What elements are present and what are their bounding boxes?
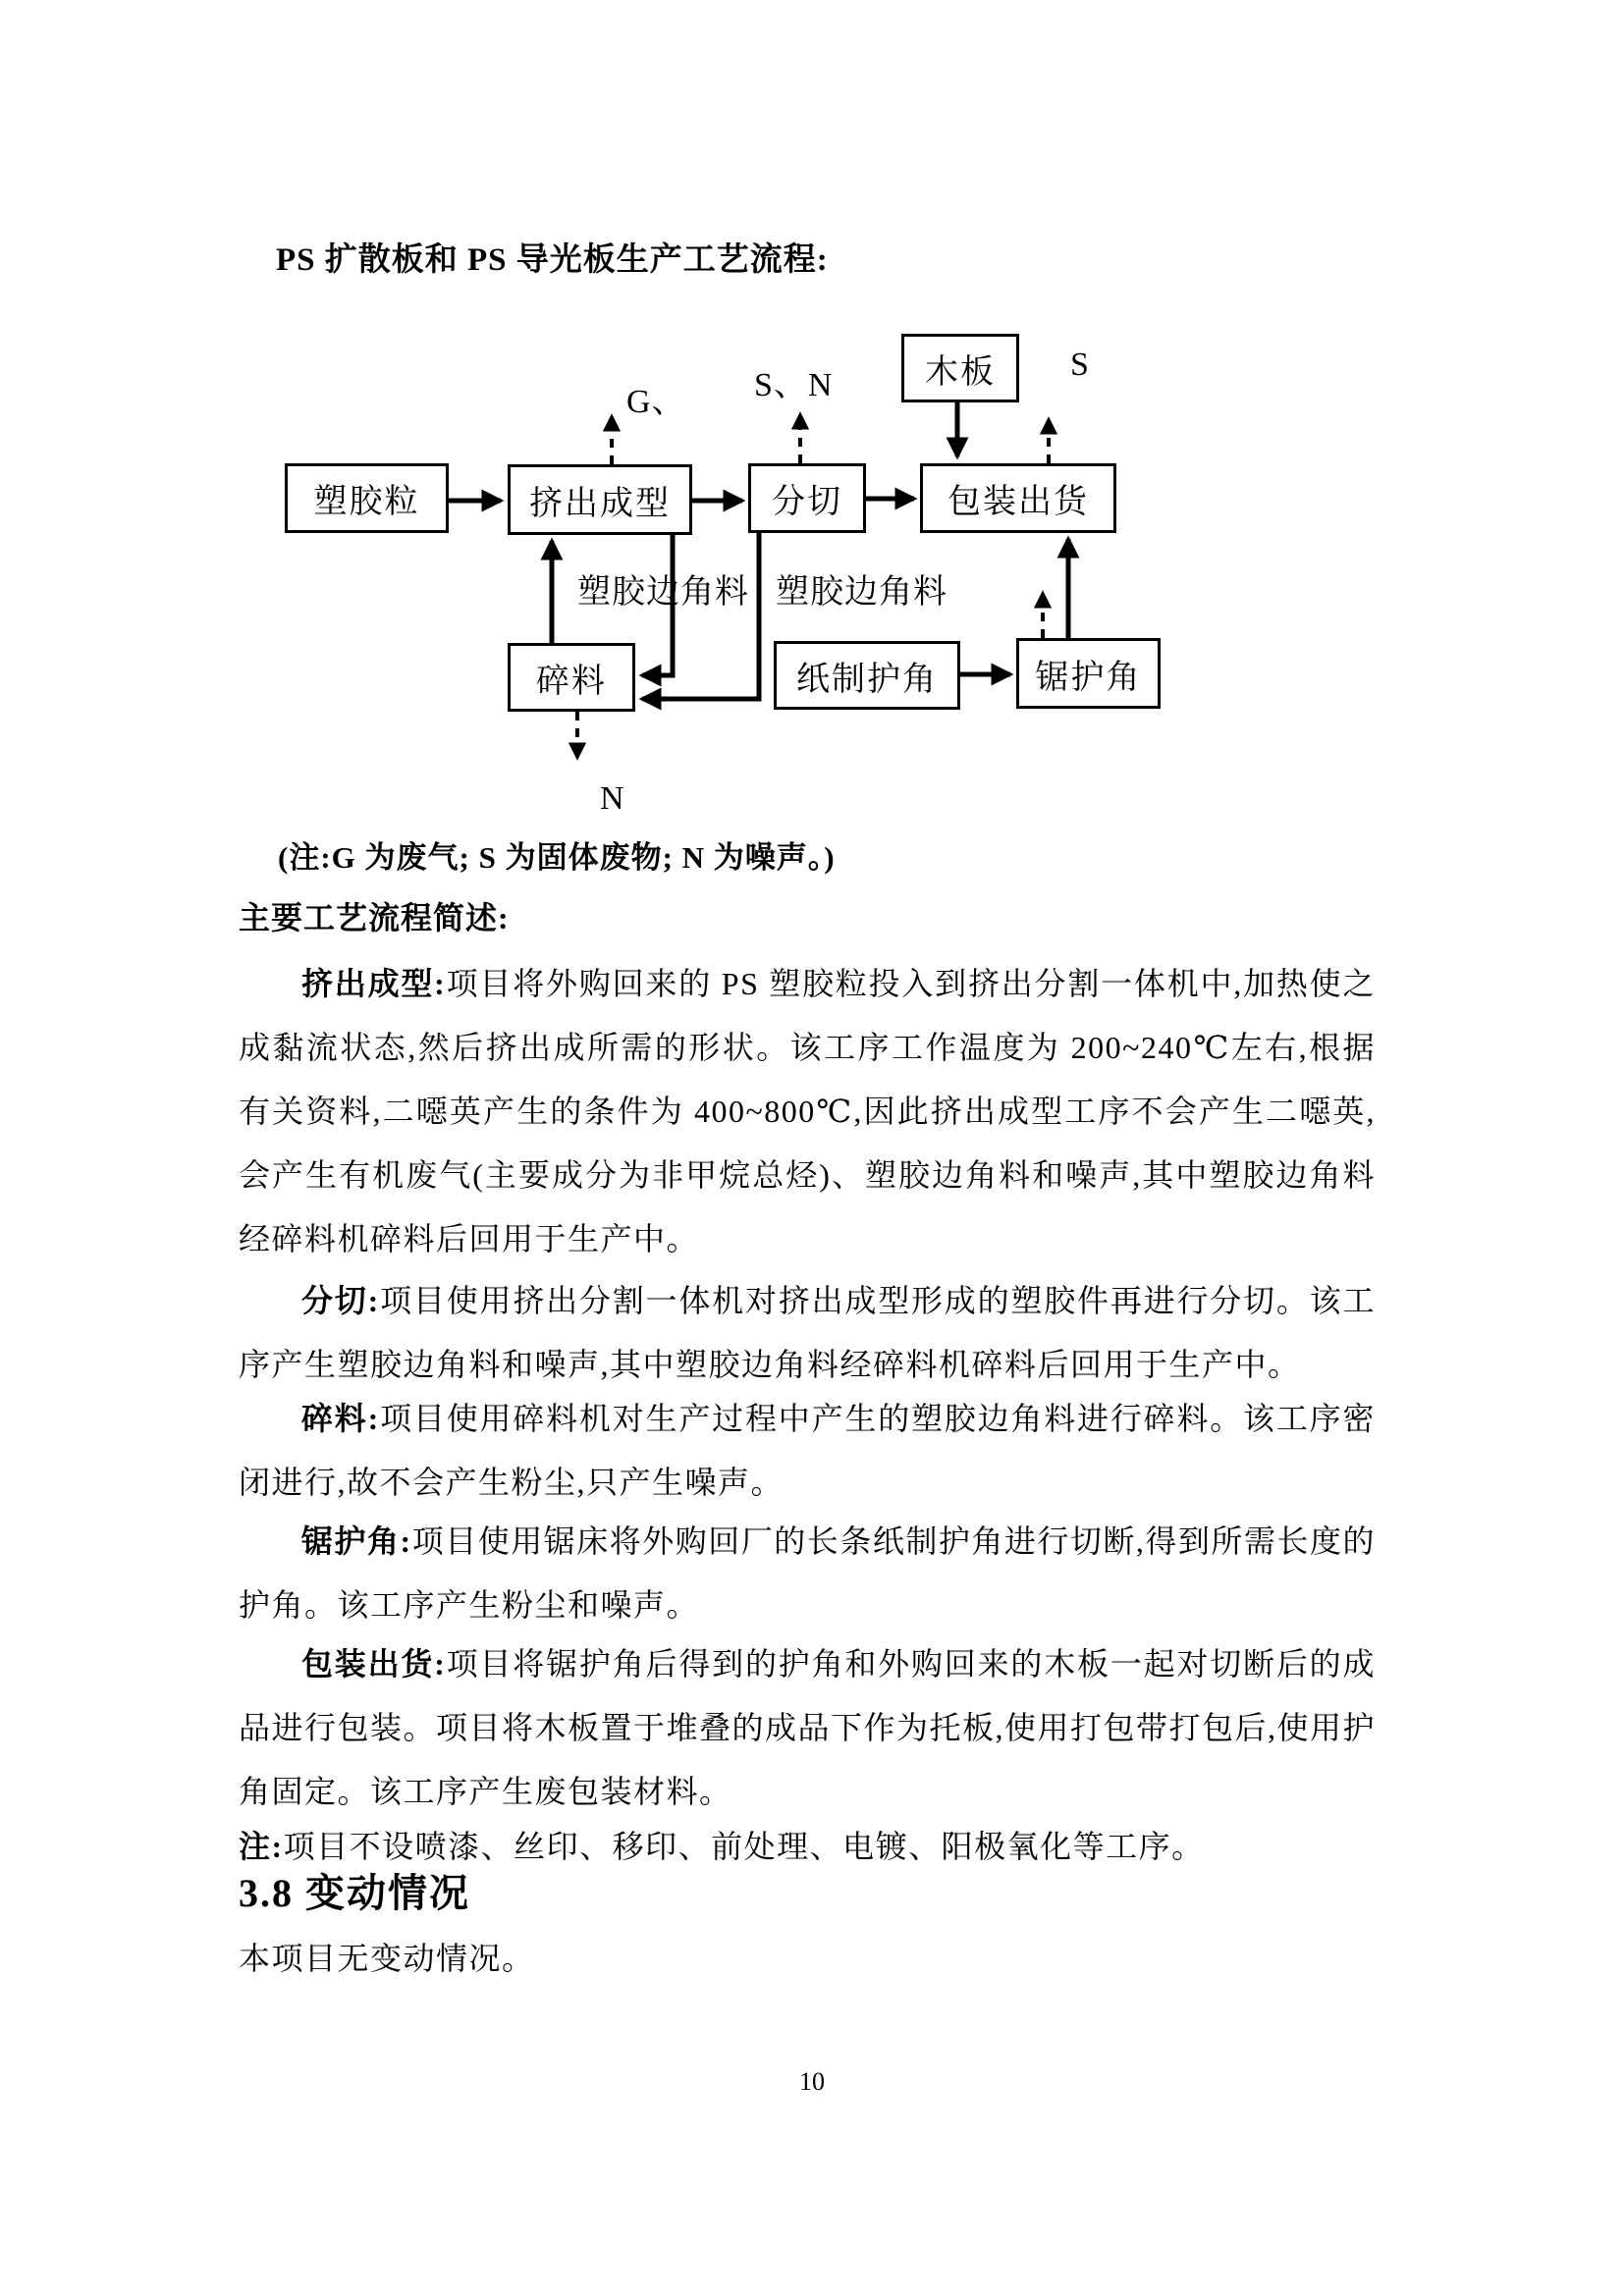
label-gas-emission: G、 bbox=[626, 384, 686, 420]
section-3-8-heading: 3.8 变动情况 bbox=[239, 1871, 470, 1915]
label-solid-noise-emission: S、N bbox=[754, 367, 834, 403]
paragraph-saw-corner-lead: 锯护角: bbox=[301, 1523, 412, 1559]
flowchart-legend-note: (注:G 为废气; S 为固体废物; N 为噪声。) bbox=[278, 840, 836, 875]
paragraph-packing bbox=[239, 1632, 1376, 1824]
node-paper-corner: 纸制护角 bbox=[774, 641, 960, 710]
node-packing: 包装出货 bbox=[920, 463, 1116, 533]
flowchart-arrows bbox=[0, 0, 1624, 864]
paragraph-cutting-text: 项目使用挤出分割一体机对挤出成型形成的塑胶件再进行分切。该工序产生塑胶边角料和噪声,其中塑胶边角料经碎料机碎料后回用于生产中。 bbox=[239, 1283, 1376, 1382]
node-saw-corner: 锯护角 bbox=[1016, 638, 1161, 709]
paragraph-cutting bbox=[239, 1269, 1376, 1397]
page-number: 10 bbox=[799, 2067, 825, 2096]
label-plastic-scrap-left: 塑胶边角料 bbox=[577, 574, 749, 611]
paragraph-packing-lead: 包装出货: bbox=[301, 1646, 447, 1682]
node-cutting: 分切 bbox=[748, 463, 866, 533]
paragraph-crushing-text: 项目使用碎料机对生产过程中产生的塑胶边角料进行碎料。该工序密闭进行,故不会产生粉尘,只产生噪声。 bbox=[239, 1401, 1376, 1500]
node-crushing: 碎料 bbox=[508, 643, 635, 712]
label-plastic-scrap-right: 塑胶边角料 bbox=[776, 574, 947, 611]
paragraph-extrusion bbox=[239, 952, 1376, 1271]
paragraph-cutting-lead: 分切: bbox=[301, 1283, 380, 1318]
process-exclusion-note-text: 项目不设喷漆、丝印、移印、前处理、电镀、阳极氧化等工序。 bbox=[283, 1829, 1205, 1864]
node-plastic-pellets: 塑胶粒 bbox=[285, 463, 449, 533]
label-solid-emission: S bbox=[1070, 347, 1090, 383]
paragraph-crushing bbox=[239, 1387, 1376, 1515]
paragraph-saw-corner-text: 项目使用锯床将外购回厂的长条纸制护角进行切断,得到所需长度的护角。该工序产生粉尘和噪声。 bbox=[239, 1523, 1376, 1623]
node-extrusion: 挤出成型 bbox=[508, 464, 692, 535]
paragraph-extrusion-lead: 挤出成型: bbox=[301, 966, 447, 1001]
paragraph-saw-corner bbox=[239, 1510, 1376, 1637]
label-noise-emission: N bbox=[600, 780, 625, 817]
page-title: PS 扩散板和 PS 导光板生产工艺流程: bbox=[276, 242, 829, 278]
process-exclusion-note-lead: 注: bbox=[239, 1829, 284, 1864]
paragraph-extrusion-text: 项目将外购回来的 PS 塑胶粒投入到挤出分割一体机中,加热使之成黏流状态,然后挤出成所需的形状。该工序工作温度为 200~240℃左右,根据有关资料,二噁英产生的条件为 400~800℃,因此挤出成型工序不会产生二噁英,会产生有机废气(主要成分为非甲烷总烃)、塑胶边角料和噪声,其中塑胶边角料经碎料机碎料后回用于生产中。 bbox=[239, 966, 1376, 1256]
section-heading: 主要工艺流程简述: bbox=[239, 900, 510, 935]
paragraph-packing-text: 项目将锯护角后得到的护角和外购回来的木板一起对切断后的成品进行包装。项目将木板置于堆叠的成品下作为托板,使用打包带打包后,使用护角固定。该工序产生废包装材料。 bbox=[239, 1646, 1377, 1809]
paragraph-crushing-lead: 碎料: bbox=[301, 1401, 380, 1436]
node-wood-board: 木板 bbox=[901, 334, 1019, 402]
section-3-8-text: 本项目无变动情况。 bbox=[239, 1941, 535, 1976]
